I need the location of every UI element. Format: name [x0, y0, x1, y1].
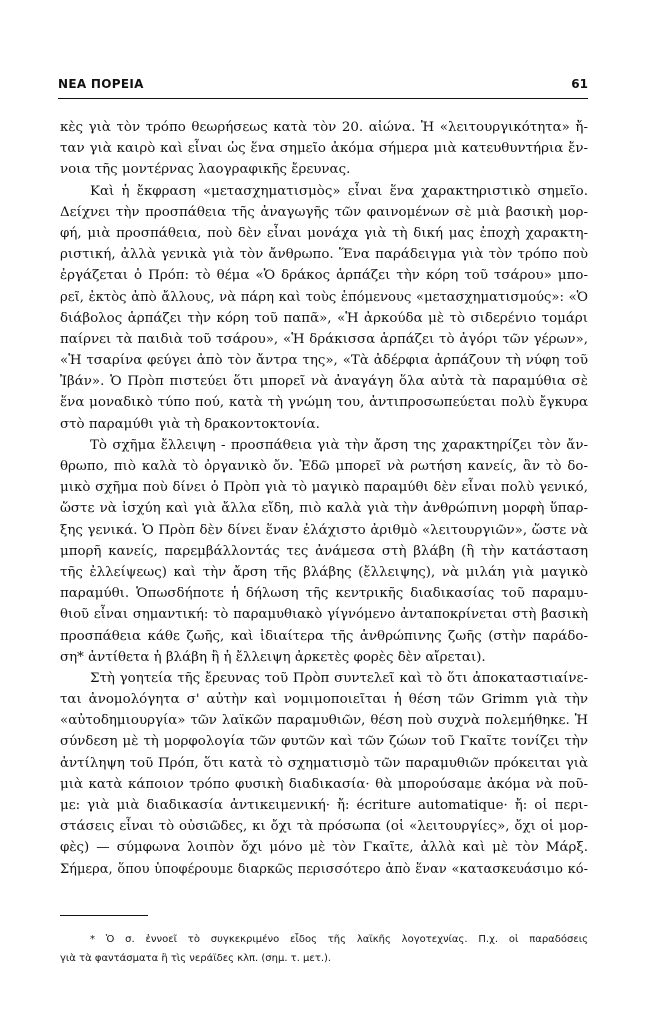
text-line: Σήμερα, ὅπου ὑποφέρουμε διαρκῶς περισσότερο ἀπὸ ἕναν «κατασκευάσιμο κό- [60, 861, 588, 877]
text-line: Ἰβάν». Ὁ Πρὸπ πιστεύει ὅτι μπορεῖ νὰ ἀναγάγη ὅλα αὐτὰ τὰ παραμύθια σὲ [60, 374, 588, 390]
text-line: παραμύθι. Ὁπωσδήποτε ἡ δήλωση τῆς κεντρικῆς διαδικασίας τοῦ παραμυ- [60, 586, 588, 602]
text-line: ἕνα μοναδικὸ τύπο πού, κατὰ τὴ γνώμη του, ἀντιπροσωπεύεται πολὺ ἔγκυρα [60, 395, 588, 411]
page-header [58, 74, 588, 96]
text-line: ταν γιὰ καιρὸ καὶ εἶναι ὡς ἕνα σημεῖο ἀκόμα σήμερα μιὰ κατευθυντήρια ἔν- [60, 141, 588, 157]
text-line: ὥστε νὰ ἰσχύη καὶ γιὰ ἄλλα εἴδη, πιὸ καλὰ γιὰ τὴν ἀνθρώπινη μορφὴ ὕπαρ- [60, 501, 588, 517]
text-line: Καὶ ἡ ἔκφραση «μετασχηματισμὸς» εἶναι ἕνα χαρακτηριστικὸ σημεῖο. [90, 183, 588, 199]
text-line: «Ἡ τσαρίνα φεύγει ἀπὸ τὸν ἄντρα της», «Τὰ ἀδέρφια ἁρπάζουν τὴ νύφη τοῦ [60, 353, 588, 369]
paragraph [60, 435, 588, 668]
text-line: παίρνει τὰ παιδιὰ τοῦ τσάρου», «Ἡ δράκισσα ἁρπάζει τὸ ἀγόρι τῶν γέρων», [60, 331, 588, 347]
text-line: σύνδεση μὲ τὴ μορφολογία τῶν φυτῶν καὶ τῶν ζώων τοῦ Γκαῖτε τονίζει τὴν [60, 734, 588, 750]
text-line: ἀντίληψη τοῦ Πρόπ, ὅτι κατὰ τὸ σχηματισμὸ τῶν παραμυθιῶν πρόκειται γιὰ [60, 755, 588, 771]
text-line: Δείχνει τὴν προσπάθεια τῆς ἀναγωγῆς τῶν φαινομένων σὲ μιὰ βασικὴ μορ- [60, 204, 588, 220]
text-line: φή, μιὰ προσπάθεια, ποὺ δὲν εἶναι μονάχα γιὰ τὴ δική μας ἐποχὴ χαρακτη- [60, 225, 588, 241]
text-line: Στὴ γοητεία τῆς ἔρευνας τοῦ Πρὸπ συντελεῖ καὶ τὸ ὅτι ἀποκαταστιαίνε- [90, 670, 588, 686]
body-text [60, 117, 588, 880]
text-line: ση* ἀντίθετα ἡ βλάβη ἢ ἡ ἔλλειψη ἀρκετὲς φορὲς δὲν αἴρεται). [60, 649, 486, 665]
text-line: κὲς γιὰ τὸν τρόπο θεωρήσεως κατὰ τὸν 20. αἰώνα. Ἡ «λειτουργικότητα» ἤ- [60, 120, 588, 135]
text-line: στὸ παραμύθι γιὰ τὴ δρακοντοκτονία. [60, 416, 320, 432]
text-line: με: γιὰ μιὰ διαδικασία ἀντικειμενική· ἤ: écriture automatique· ἤ: οἱ περι- [60, 798, 588, 813]
text-line: ξης γενικά. Ὁ Πρὸπ δὲν δίνει ἕναν ἐλάχιστο ἀριθμὸ «λειτουργιῶν», ὥστε νὰ [60, 522, 588, 538]
footnote-line: * Ὁ σ. ἐννοεῖ τὸ συγκεκριμένο εἶδος τῆς λαϊκῆς λογοτεχνίας. Π.χ. οἱ παραδόσεις [90, 934, 588, 945]
text-line: ρεῖ, ἐκτὸς ἀπὸ ἄλλους, νὰ πάρη καὶ τοὺς ἑπόμενους «μετασχηματισμούς»: «Ὁ [60, 289, 588, 305]
text-line: τῆς ἐλλείψεως) καὶ τὴν ἄρση τῆς βλάβης (ἔλλειψης), νὰ μιλάη γιὰ μαγικὸ [60, 564, 588, 580]
text-line: μιὰ κατὰ κάποιον τρόπο φυσικὴ διαδικασία· θὰ μπορούσαμε ἀκόμα νὰ ποῦ- [60, 776, 588, 792]
text-line: στάσεις εἶναι τὸ οὐσιῶδες, κι ὄχι τὰ πρόσωπα (οἱ «λειτουργίες», ὄχι οἱ μορ- [60, 819, 588, 835]
paragraph [60, 668, 588, 880]
text-line: ἐργάζεται ὁ Πρόπ: τὸ θέμα «Ὁ δράκος ἁρπάζει τὴν κόρη τοῦ τσάρου» μπο- [60, 268, 588, 284]
text-line: θιοῦ εἶναι σημαντική: τὸ παραμυθιακὸ γίγνόμενο ἀνταποκρίνεται στὴ βασικὴ [60, 607, 588, 623]
paragraph [60, 117, 588, 181]
text-line: «αὐτοδημιουργία» τῶν λαϊκῶν παραμυθιῶν, θέση ποὺ συχνὰ πολεμήθηκε. Ἡ [60, 713, 588, 729]
text-line: προσπάθεια κάθε ζωῆς, καὶ ἰδιαίτερα τῆς ἀνθρώπινης ζωῆς (στὴν παράδο- [60, 628, 588, 644]
page-number: 61 [571, 77, 588, 91]
text-line: Τὸ σχῆμα ἔλλειψη - προσπάθεια γιὰ τὴν ἄρση της χαρακτηρίζει τὸν ἄν- [90, 437, 588, 453]
footnote-line: γιὰ τὰ φαντάσματα ἢ τὶς νεράϊδες κλπ. (σημ. τ. μετ.). [60, 953, 332, 964]
text-line: μικὸ σχῆμα ποὺ δίνει ὁ Πρὸπ γιὰ τὸ μαγικὸ παραμύθι δὲν εἶναι πολὺ γενικό, [60, 480, 588, 496]
footnote-rule [60, 915, 148, 916]
text-line: ριστική, ἀλλὰ γενικὰ γιὰ τὸν ἄνθρωπο. Ἕνα παράδειγμα γιὰ τὸν τρόπο ποὺ [60, 247, 588, 263]
footnote [60, 930, 588, 968]
text-line: μπορῆ κανείς, παρεμβάλλοντάς τες ἀνάμεσα στὴ βλάβη (ἢ τὴν κατάσταση [60, 543, 588, 559]
text-line: ται ἀνομολόγητα σ' αὐτὴν καὶ νομιμοποιεῖται ἡ θέση τῶν Grimm γιὰ τὴν [60, 692, 588, 708]
text-line: φὲς) — σύμφωνα λοιπὸν ὄχι μόνο μὲ τὸν Γκαῖτε, ἀλλὰ καὶ μὲ τὸν Μάρξ. [60, 840, 588, 856]
header-rule [58, 98, 588, 99]
running-head: ΝΕΑ ΠΟΡΕΙΑ [58, 77, 144, 91]
text-line: νοια τῆς μοντέρνας λαογραφικῆς ἔρευνας. [60, 162, 351, 178]
text-line: διάβολος ἁρπάζει τὴν κόρη τοῦ παπᾶ», «Ἡ ἀρκούδα μὲ τὸ σιδερένιο τομάρι [60, 310, 588, 326]
text-line: θρωπο, πιὸ καλὰ τὸ ὀργανικὸ ὄν. Ἐδῶ μπορεῖ νὰ ρωτήση κανείς, ἂν τὸ δο- [60, 459, 588, 474]
paragraph [60, 181, 588, 435]
